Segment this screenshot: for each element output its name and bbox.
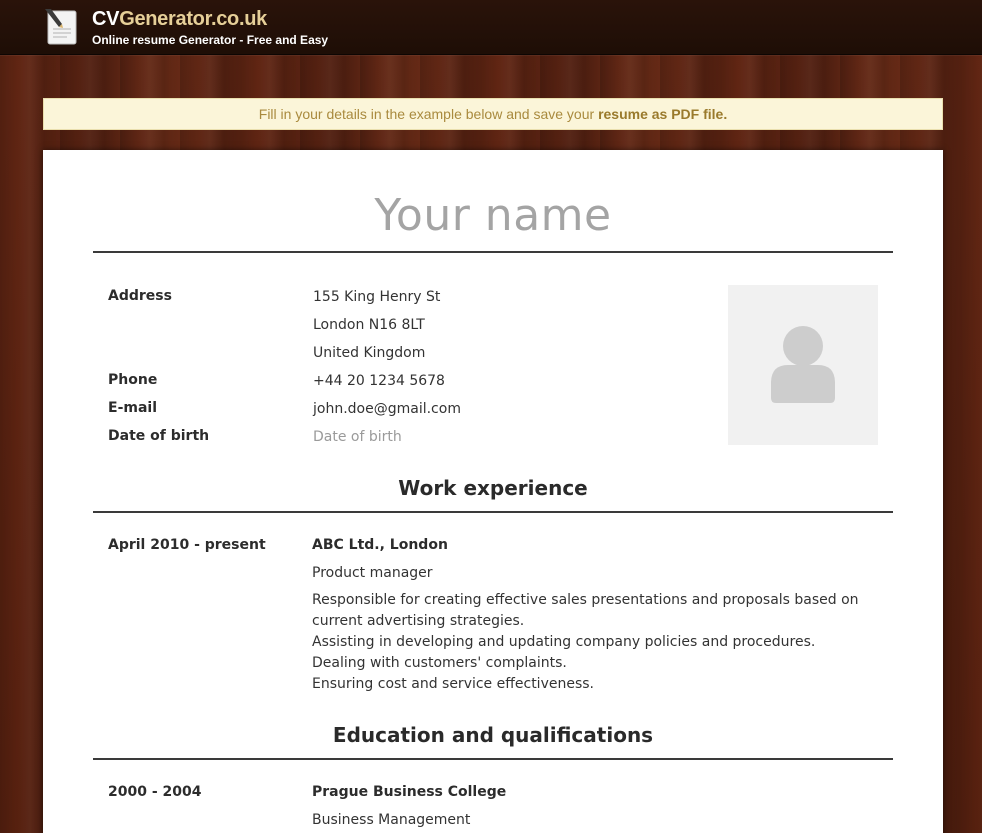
address-label: Address — [108, 288, 172, 304]
brand-name[interactable] — [92, 8, 267, 31]
email-field[interactable]: john.doe@gmail.com — [313, 401, 461, 417]
resume-sheet — [43, 150, 943, 833]
dob-label: Date of birth — [108, 428, 210, 444]
address-line1-field[interactable]: 155 King Henry St — [313, 289, 441, 305]
photo-upload[interactable] — [728, 285, 878, 445]
name-input[interactable]: Your name — [374, 190, 612, 241]
notice-text: Fill in your details in the example below and save your — [258, 106, 599, 122]
work-period-field[interactable]: April 2010 - present — [108, 537, 266, 553]
notice-emphasis: resume as PDF file. — [598, 106, 728, 122]
education-institution-field[interactable]: Prague Business College — [312, 784, 507, 800]
avatar-placeholder-icon — [728, 285, 878, 445]
duty-line: Dealing with customers' complaints. — [312, 655, 567, 671]
divider — [93, 758, 893, 760]
education-field-of-study[interactable]: Business Management — [312, 812, 471, 828]
work-duties-field[interactable] — [312, 590, 872, 695]
work-employer-field[interactable]: ABC Ltd., London — [312, 537, 448, 553]
duty-line: Responsible for creating effective sales presentations and proposals based on — [312, 592, 859, 608]
phone-label: Phone — [108, 372, 158, 388]
education-period-field[interactable]: 2000 - 2004 — [108, 784, 202, 800]
divider — [93, 251, 893, 253]
document-pen-icon[interactable] — [42, 7, 82, 47]
brand-cv: CV — [92, 8, 120, 30]
dob-field[interactable]: Date of birth — [313, 429, 402, 445]
duty-line: Assisting in developing and updating company policies and procedures. — [312, 634, 816, 650]
phone-field[interactable]: +44 20 1234 5678 — [313, 373, 445, 389]
brand-tagline: Online resume Generator - Free and Easy — [92, 33, 329, 47]
address-line2-field[interactable]: London N16 8LT — [313, 317, 425, 333]
top-header — [0, 0, 982, 55]
address-line3-field[interactable]: United Kingdom — [313, 345, 426, 361]
brand-domain: Generator.co.uk — [119, 8, 267, 30]
info-notice — [43, 98, 943, 130]
divider — [93, 511, 893, 513]
education-heading[interactable]: Education and qualifications — [332, 723, 654, 747]
work-position-field[interactable]: Product manager — [312, 565, 433, 581]
work-experience-heading[interactable]: Work experience — [398, 476, 588, 500]
duty-line: current advertising strategies. — [312, 613, 525, 629]
email-label: E-mail — [108, 400, 158, 416]
duty-line: Ensuring cost and service effectiveness. — [312, 676, 594, 692]
